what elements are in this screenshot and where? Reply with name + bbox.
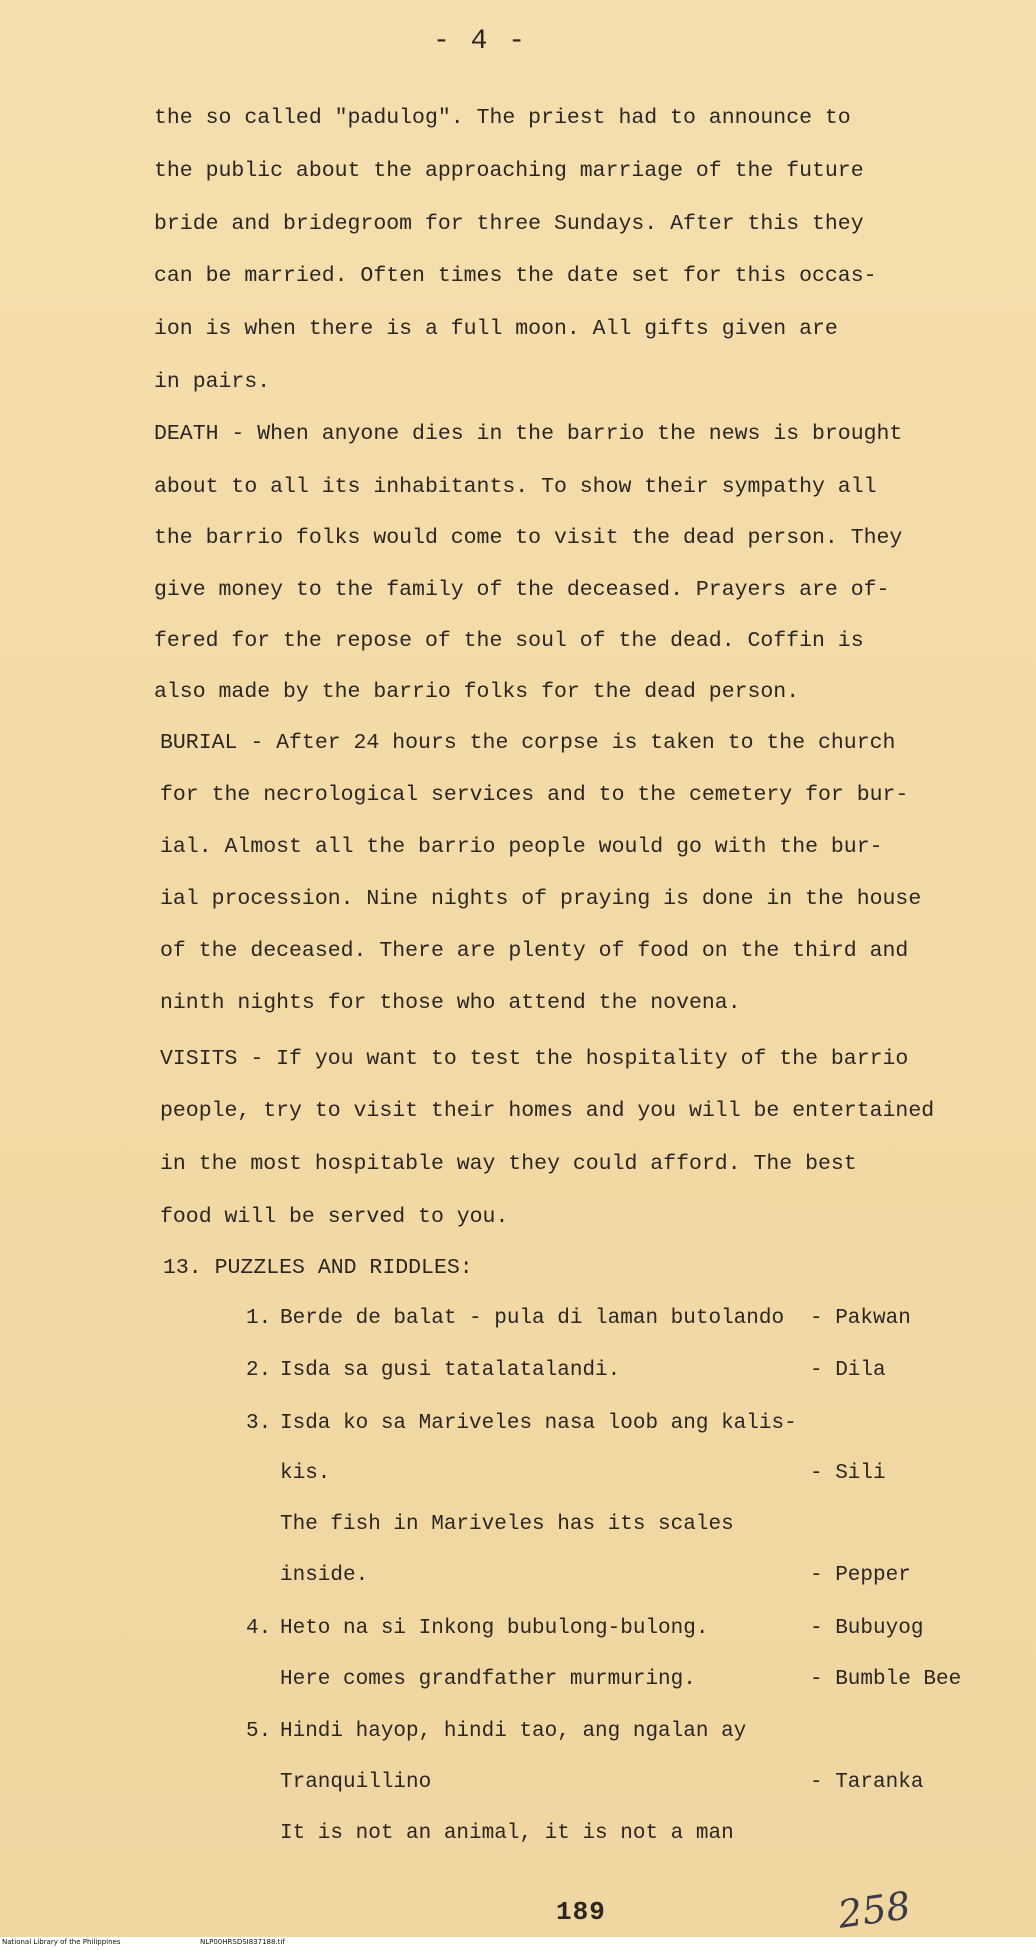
- riddle-answer: - Sili: [810, 1462, 886, 1485]
- body-line: the barrio folks would come to visit the dead person. They: [154, 526, 903, 550]
- riddle-text: Here comes grandfather murmuring.: [280, 1668, 696, 1691]
- riddle-answer: - Pepper: [810, 1564, 911, 1587]
- handwritten-page-number: 258: [835, 1883, 914, 1937]
- riddle-number: 3.: [246, 1412, 272, 1435]
- footer-institution: National Library of the Philippines: [2, 1938, 121, 1946]
- riddle-text: inside.: [280, 1564, 369, 1587]
- body-line: also made by the barrio folks for the dead person.: [154, 680, 800, 704]
- riddle-text: kis.: [280, 1462, 331, 1485]
- page-number: - 4 -: [432, 26, 527, 57]
- burial-heading-line: BURIAL - After 24 hours the corpse is taken to the church: [160, 731, 896, 755]
- body-line: people, try to visit their homes and you will be entertained: [160, 1099, 935, 1123]
- body-line: of the deceased. There are plenty of food on the third and: [160, 939, 909, 963]
- body-line: ninth nights for those who attend the novena.: [160, 991, 741, 1015]
- riddle-text: Isda sa gusi tatalatalandi.: [280, 1359, 621, 1382]
- riddle-number: 2.: [246, 1359, 272, 1382]
- riddle-text: Isda ko sa Mariveles nasa loob ang kalis-: [280, 1412, 797, 1435]
- riddle-text: Hindi hayop, hindi tao, ang ngalan ay: [280, 1720, 747, 1743]
- body-line: can be married. Often times the date set for this occas-: [154, 264, 877, 288]
- body-line: in pairs.: [154, 370, 271, 394]
- riddle-text: Heto na si Inkong bubulong-bulong.: [280, 1617, 709, 1640]
- riddle-text: Berde de balat - pula di laman butolando: [280, 1307, 785, 1330]
- death-heading-line: DEATH - When anyone dies in the barrio the news is brought: [154, 422, 903, 446]
- body-line: bride and bridegroom for three Sundays. After this they: [154, 212, 864, 236]
- riddle-answer: - Bubuyog: [810, 1617, 924, 1640]
- scan-footer: [0, 1937, 1036, 1950]
- riddle-text: Tranquillino: [280, 1771, 432, 1794]
- riddle-answer: - Pakwan: [810, 1307, 911, 1330]
- body-line: the so called "padulog". The priest had to announce to: [154, 106, 851, 130]
- visits-heading-line: VISITS - If you want to test the hospitality of the barrio: [160, 1047, 909, 1071]
- stamped-page-number: 189: [556, 1897, 606, 1927]
- section-heading: 13. PUZZLES AND RIDDLES:: [163, 1256, 473, 1280]
- riddle-text: The fish in Mariveles has its scales: [280, 1513, 734, 1536]
- body-line: fered for the repose of the soul of the dead. Coffin is: [154, 629, 864, 653]
- riddle-answer: - Taranka: [810, 1771, 924, 1794]
- body-line: the public about the approaching marriage of the future: [154, 159, 864, 183]
- riddle-answer: - Bumble Bee: [810, 1668, 962, 1691]
- body-line: ion is when there is a full moon. All gifts given are: [154, 317, 838, 341]
- footer-file-id: NLP00HRSDSI837188.tif: [200, 1938, 285, 1946]
- body-line: food will be served to you.: [160, 1205, 509, 1229]
- body-line: ial procession. Nine nights of praying is done in the house: [160, 887, 922, 911]
- riddle-number: 1.: [246, 1307, 272, 1330]
- body-line: in the most hospitable way they could afford. The best: [160, 1152, 857, 1176]
- body-line: give money to the family of the deceased. Prayers are of-: [154, 578, 890, 602]
- body-line: about to all its inhabitants. To show their sympathy all: [154, 475, 877, 499]
- riddle-text: It is not an animal, it is not a man: [280, 1822, 734, 1845]
- riddle-answer: - Dila: [810, 1359, 886, 1382]
- body-line: for the necrological services and to the cemetery for bur-: [160, 783, 909, 807]
- body-line: ial. Almost all the barrio people would go with the bur-: [160, 835, 883, 859]
- riddle-number: 4.: [246, 1617, 272, 1640]
- riddle-number: 5.: [246, 1720, 272, 1743]
